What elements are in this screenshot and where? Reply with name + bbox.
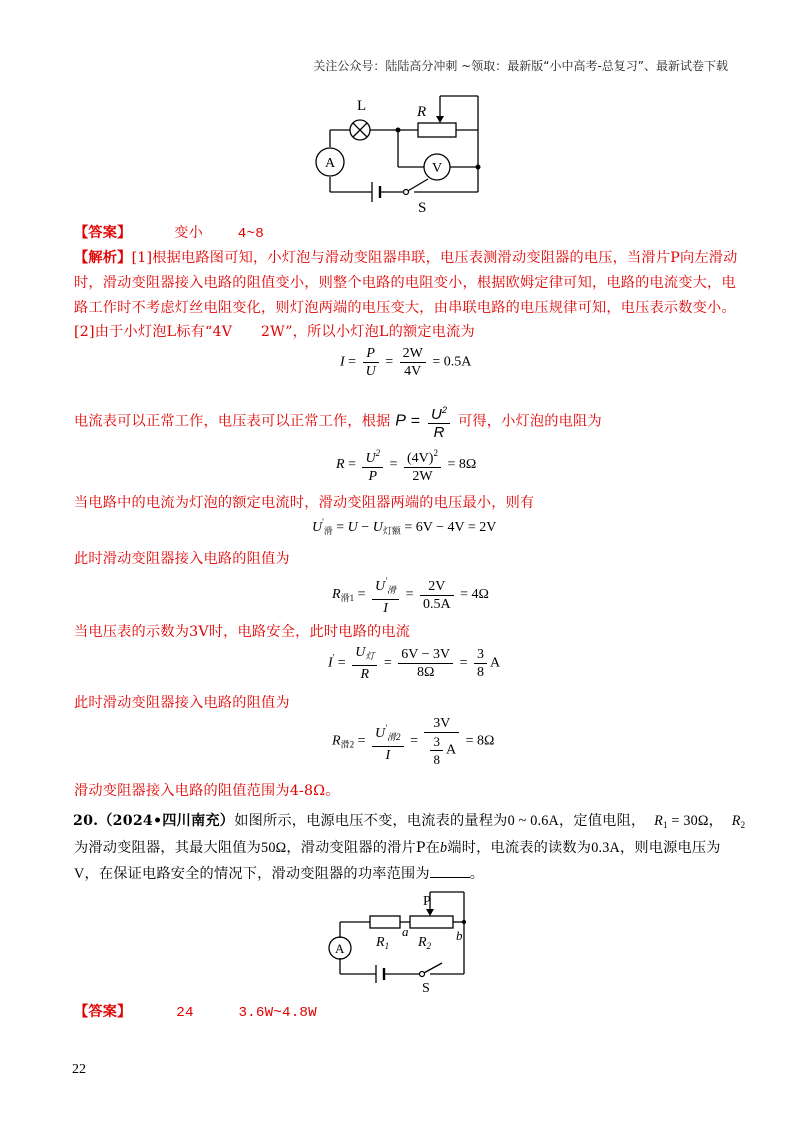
eq-result: 6V − 4V = 2V	[415, 520, 497, 535]
analysis-text: [1]根据电路图可知，小灯泡与滑动变阻器串联，电压表测滑动变阻器的电压，当滑片P向左滑动	[131, 250, 738, 266]
eq-num: (4V)	[407, 451, 434, 466]
equation-1: I = $\frac{P}{U}$ = $\frac{2W}{4V}$ = 0.5A	[340, 346, 472, 379]
analysis-line-5	[74, 403, 602, 440]
eq-sub: 滑2	[387, 731, 401, 742]
header-note: 关注公众号：陆陆高分冲刺 ~领取：最新版“小中高考-总复习”、最新试卷下载	[313, 59, 728, 73]
analysis-line-6: 当电路中的电流为灯泡的额定电流时，滑动变阻器两端的电压最小，则有	[74, 495, 535, 511]
circuit-diagram-1	[300, 92, 500, 214]
r2-symbol: R	[731, 813, 741, 829]
eq-result: 0.5A	[443, 354, 472, 370]
eq-sub: 滑1	[340, 593, 355, 604]
analysis-line-1	[74, 247, 738, 267]
analysis-line-3: 路工作时不考虑灯丝电阻变化，则灯泡两端的电压变大，由串联电路的电压规律可知，电压表示数变小。	[74, 300, 736, 316]
eq-sub: 灯	[365, 651, 375, 661]
eq-den: 2W	[412, 469, 433, 484]
equation-2: R = $\frac{U^2}{P}$ = $\frac{(4V)^2}{2W}$ = 8Ω	[336, 448, 477, 484]
answer-blank	[430, 865, 470, 878]
r1-sub: 1	[662, 820, 668, 830]
rheostat-label: R	[417, 104, 427, 120]
eq-lhs: R	[336, 457, 345, 473]
eq-term: U	[347, 520, 358, 535]
circuit-diagram-2	[318, 888, 478, 998]
lamp-label: L	[357, 98, 367, 114]
eq-den: U	[365, 364, 376, 379]
eq-den: 8Ω	[416, 665, 435, 680]
eq-unit: A	[445, 742, 457, 758]
current-range: 0 ~ 0.6A	[507, 813, 560, 829]
answer-2	[74, 1001, 317, 1021]
answer-1-value-1: 变小	[174, 225, 204, 241]
eq-sup: 2	[433, 448, 438, 458]
ammeter-label: A	[335, 941, 345, 956]
eq-sub: 滑	[323, 526, 333, 536]
analysis-line-2: 时，滑动变阻器接入电路的阻值变小，则整个电路的电阻变小，根据欧姆定律可知，电路的电流变大，电	[74, 275, 736, 291]
page-number: 22	[72, 1062, 86, 1077]
formula-lhs: P	[395, 412, 407, 430]
analysis-label: 【解析】	[74, 250, 132, 266]
eq-sub: 灯额	[382, 526, 401, 536]
analysis-line-4: [2]由于小灯泡L标有“4V 2W”，所以小灯泡L的额定电流为	[74, 324, 475, 340]
eq-num: U	[365, 451, 376, 466]
analysis-line-9: 此时滑动变阻器接入电路的阻值为	[74, 695, 290, 711]
question-source: （2024•四川南充）	[98, 813, 235, 829]
eq-den: 8	[477, 665, 485, 680]
r1-symbol: R	[654, 813, 663, 829]
question-20-line-2	[74, 837, 721, 857]
a-end-label: a	[402, 924, 409, 939]
answer-label: 【答案】	[74, 1004, 132, 1020]
question-text: 如图所示，电源电压不变，电流表的量程为	[234, 813, 508, 829]
eq-den: I	[383, 601, 388, 616]
r1-label: $R_1$	[376, 935, 390, 951]
eq-num: 3V	[424, 716, 459, 733]
eq-num: 3	[430, 734, 443, 751]
unit-v: V	[74, 866, 85, 882]
max-resistance: 50Ω	[261, 840, 287, 856]
answer-label: 【答案】	[74, 225, 132, 241]
eq-num: 6V − 3V	[398, 647, 453, 664]
eq-sub: 滑	[387, 585, 397, 595]
eq-den: P	[368, 469, 378, 484]
end-b: b	[440, 840, 448, 856]
slider-p-label: P	[423, 894, 431, 909]
analysis-line-7: 此时滑动变阻器接入电路的阻值为	[74, 551, 290, 567]
eq-lhs: R	[332, 587, 341, 603]
eq-result: 8Ω	[458, 457, 477, 473]
eq-lhs: R	[332, 733, 341, 749]
question-text: ，则电源电压为	[619, 840, 721, 856]
voltmeter-label: V	[432, 161, 443, 176]
eq-lhs: U	[312, 520, 323, 535]
eq-den: 4V	[404, 364, 422, 379]
question-20-line-1	[73, 810, 745, 830]
answer-1	[74, 222, 264, 242]
ammeter-label: A	[325, 156, 336, 171]
switch-label: S	[418, 200, 427, 214]
answer-1-value-2: 4~8	[237, 226, 264, 242]
eq-num: P	[363, 346, 379, 363]
eq-result: 8Ω	[477, 733, 495, 749]
eq-num: 2V	[420, 579, 454, 596]
eq-den: R	[360, 667, 370, 682]
eq-den: 0.5A	[422, 596, 451, 612]
b-end-label: b	[456, 928, 463, 943]
equation-5: I' = $\frac{U_灯}{R}$ = $\frac{6V - 3V}{8\Omega}$ = $\frac{3}{8}$ A	[328, 645, 501, 682]
eq-lhs: I	[328, 655, 333, 671]
question-text: ，定值电阻，	[559, 813, 646, 829]
eq-sup: 2	[375, 448, 381, 458]
eq-num: U	[374, 579, 386, 594]
question-text: ，	[708, 813, 724, 829]
r1-value: = 30Ω	[667, 813, 709, 829]
question-text: 端时，电流表的读数为	[447, 840, 592, 856]
question-text: 为滑动变阻器，其最大阻值为	[74, 840, 262, 856]
formula-den: R	[433, 424, 445, 441]
eq-num: U	[355, 645, 366, 660]
eq-term: U	[372, 520, 383, 535]
eq-result: 4Ω	[471, 587, 489, 603]
formula-sup: 2	[442, 405, 448, 415]
question-text: ，滑动变阻器的滑片P在	[286, 840, 441, 856]
eq-sub: 滑2	[340, 739, 355, 750]
eq-num: 2W	[400, 346, 426, 363]
analysis-line-10: 滑动变阻器接入电路的阻值范围为4-8Ω。	[74, 783, 340, 799]
analysis-text: 可得，小灯泡的电阻为	[457, 413, 602, 430]
question-number: 20.	[73, 813, 99, 829]
answer-2-value-1: 24	[176, 1005, 194, 1021]
answer-2-value-2: 3.6W~4.8W	[238, 1005, 317, 1021]
equation-6: $R_{滑2}$ = $\frac{U'_{滑2}}{I}$ = 3V $\frac{3}{8}$ A = 8Ω	[332, 716, 495, 767]
question-text: ，在保证电路安全的情况下，滑动变阻器的功率范围为	[84, 866, 430, 882]
analysis-text: 电流表可以正常工作，电压表可以正常工作，根据	[74, 413, 391, 430]
eq-num: 3	[474, 647, 487, 664]
r2-label: $R_2$	[418, 935, 432, 951]
eq-unit: A	[490, 655, 501, 671]
current-reading: 0.3A	[591, 840, 620, 856]
equation-4: $R_{滑1}$ = $\frac{U'_滑}{I}$ = $\frac{2V}{0.5A}$ = 4Ω	[332, 576, 489, 616]
equation-3: $U'_滑 = U - U_{灯额} = 6V - 4V = 2V$	[312, 517, 497, 536]
analysis-line-8: 当电压表的示数为3V时，电路安全，此时电路的电流	[74, 624, 411, 640]
formula-num: U	[430, 406, 443, 423]
r2-sub: 2	[740, 820, 746, 830]
question-text: 。	[469, 866, 485, 882]
question-20-line-3	[74, 863, 484, 883]
switch-label: S	[422, 981, 430, 996]
eq-den: 8	[433, 752, 440, 767]
inline-formula: P = $\frac{U^2}{R}$	[395, 403, 453, 440]
eq-lhs: I	[340, 354, 345, 370]
eq-num: U	[374, 725, 386, 741]
eq-den: I	[385, 747, 391, 763]
